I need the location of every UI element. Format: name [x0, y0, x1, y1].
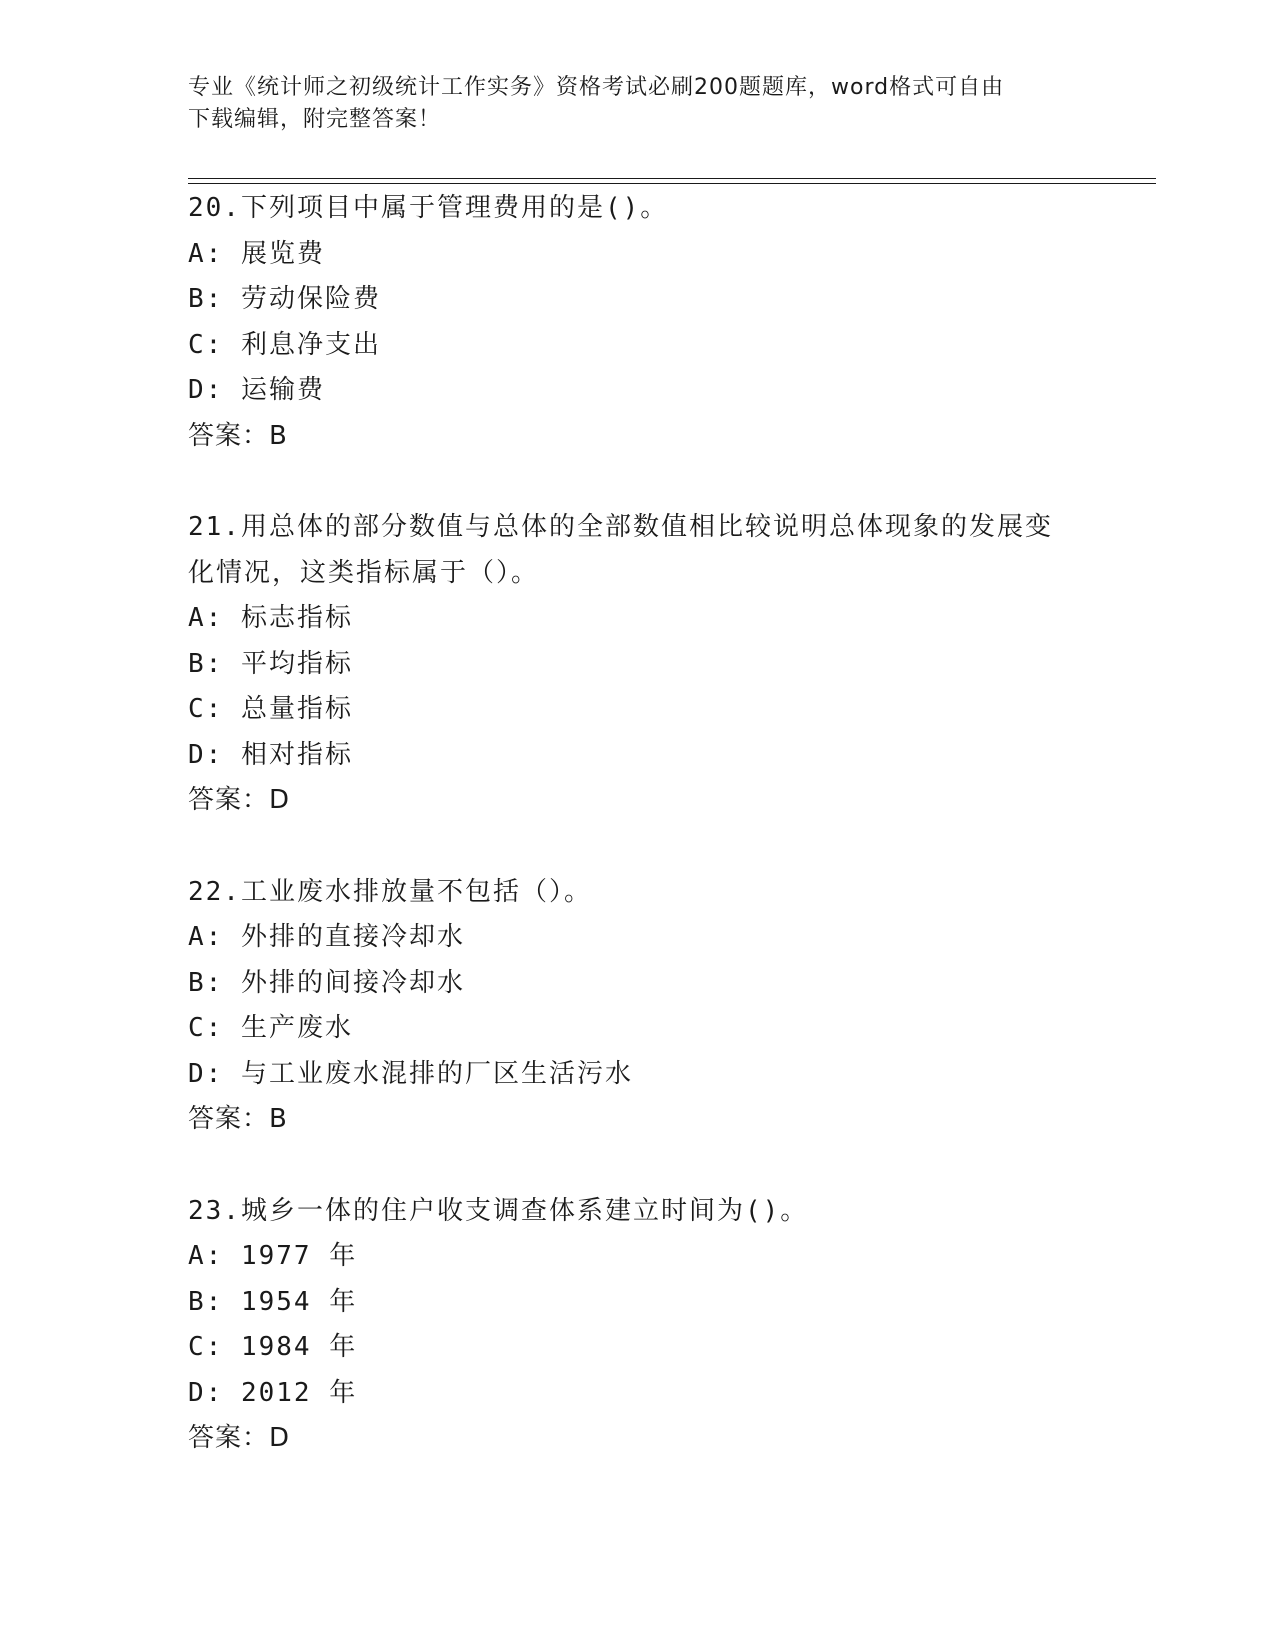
- option-c: C: 总量指标: [188, 694, 353, 724]
- answer: 答案：B: [188, 1104, 288, 1134]
- question-stem: 22.工业废水排放量不包括（）。: [188, 876, 592, 907]
- header-divider-top: [188, 178, 1156, 179]
- question-stem: 21.用总体的部分数值与总体的全部数值相比较说明总体现象的发展变: [188, 512, 1053, 542]
- header-line-1: 专业《统计师之初级统计工作实务》资格考试必刷200题题库，word格式可自由: [188, 75, 1005, 100]
- answer: 答案：D: [188, 1423, 291, 1453]
- question-stem: 20.下列项目中属于管理费用的是()。: [188, 193, 669, 223]
- option-d: D: 运输费: [188, 375, 325, 405]
- option-b: B: 平均指标: [188, 648, 353, 679]
- question-20: [188, 186, 1088, 459]
- question-21: [188, 505, 1088, 824]
- option-b: B: 外排的间接冷却水: [188, 967, 465, 998]
- question-stem-continued: 化情况，这类指标属于（）。: [188, 557, 540, 588]
- option-a: A: 标志指标: [188, 603, 353, 633]
- question-23: [188, 1189, 1088, 1462]
- header-line-2: 下载编辑，附完整答案！: [188, 107, 442, 132]
- question-stem: 23.城乡一体的住户收支调查体系建立时间为()。: [188, 1195, 809, 1226]
- answer: 答案：B: [188, 420, 288, 451]
- option-b: B: 劳动保险费: [188, 284, 381, 314]
- option-c: C: 利息净支出: [188, 329, 381, 360]
- document-header: [188, 72, 1088, 136]
- header-divider-bottom: [188, 183, 1156, 184]
- option-b: B: 1954 年: [188, 1286, 358, 1317]
- option-d: D: 与工业废水混排的厂区生活污水: [188, 1058, 633, 1089]
- answer: 答案：D: [188, 785, 291, 815]
- option-a: A: 1977 年: [188, 1241, 358, 1271]
- option-d: D: 2012 年: [188, 1377, 358, 1408]
- option-a: A: 外排的直接冷却水: [188, 922, 465, 952]
- option-d: D: 相对指标: [188, 739, 353, 770]
- question-22: [188, 870, 1088, 1143]
- question-list: [188, 186, 1088, 1508]
- option-a: A: 展览费: [188, 238, 325, 269]
- option-c: C: 生产废水: [188, 1013, 353, 1043]
- option-c: C: 1984 年: [188, 1332, 358, 1362]
